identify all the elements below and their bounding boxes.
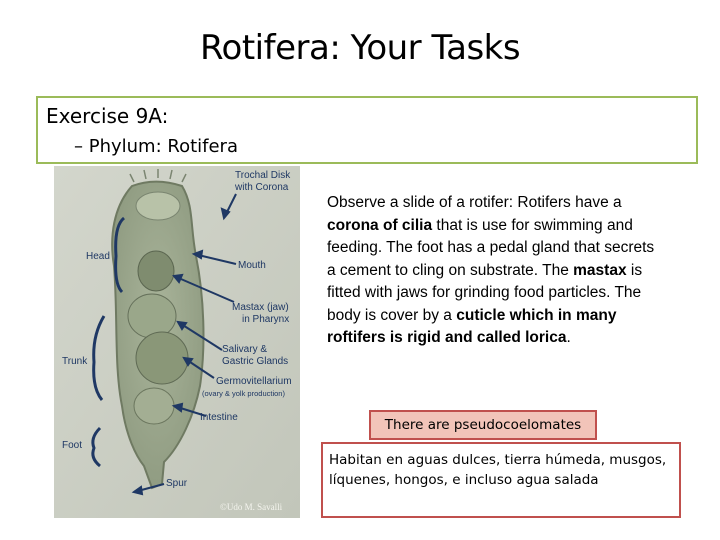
label-trunk: Trunk bbox=[62, 356, 88, 367]
gastric-glands bbox=[128, 294, 176, 338]
label-salivary: Salivary & bbox=[222, 344, 268, 355]
label-foot: Foot bbox=[62, 440, 83, 451]
description-part-1: Observe a slide of a rotifer: Rotifers have a bbox=[327, 194, 622, 211]
exercise-title: Exercise 9A: bbox=[46, 104, 169, 128]
label-head: Head bbox=[86, 251, 110, 262]
description-bold-corona: corona of cilia bbox=[327, 216, 433, 234]
label-mouth: Mouth bbox=[238, 260, 266, 271]
description-part-2: that is use for swimming and feeding. The foot has a pedal gland that secrets a cement to cling on substrate. The bbox=[327, 216, 655, 279]
trochal-disk bbox=[136, 192, 180, 220]
label-germovitellarium: Germovitellarium bbox=[216, 376, 292, 387]
exercise-subtitle: – Phylum: Rotifera bbox=[74, 136, 238, 157]
intestine bbox=[134, 388, 174, 424]
description-text bbox=[327, 192, 667, 350]
label-trochal-disk: Trochal Disk bbox=[235, 170, 291, 181]
description-bold-cuticle: cuticle which in many roftifers is rigid and called lorica bbox=[327, 306, 617, 346]
photo-credit: ©Udo M. Savalli bbox=[220, 502, 283, 512]
description-part-3: is fitted with jaws for grinding food particles. The body is cover by a bbox=[327, 261, 643, 324]
germovitellarium bbox=[136, 332, 188, 384]
pseudocoelomates-callout: There are pseudocoelomates bbox=[369, 410, 597, 440]
label-ovary-note: (ovary & yolk production) bbox=[202, 389, 285, 398]
description-part-4: . bbox=[566, 329, 571, 346]
label-intestine: Intestine bbox=[200, 412, 238, 423]
label-mastax: Mastax (jaw) bbox=[232, 302, 289, 313]
label-spur: Spur bbox=[166, 478, 188, 489]
label-with-corona: with Corona bbox=[235, 182, 289, 193]
description-bold-mastax: mastax bbox=[573, 261, 627, 279]
slide-title: Rotifera: Your Tasks bbox=[199, 28, 521, 68]
rotifer-micrograph bbox=[54, 166, 300, 518]
habitat-callout: Habitan en aguas dulces, tierra húmeda, musgos, líquenes, hongos, e incluso agua salada bbox=[321, 442, 681, 518]
exercise-box bbox=[36, 96, 698, 164]
label-gastric-glands: Gastric Glands bbox=[222, 356, 289, 367]
label-in-pharynx: in Pharynx bbox=[242, 314, 290, 325]
mastax bbox=[138, 251, 174, 291]
